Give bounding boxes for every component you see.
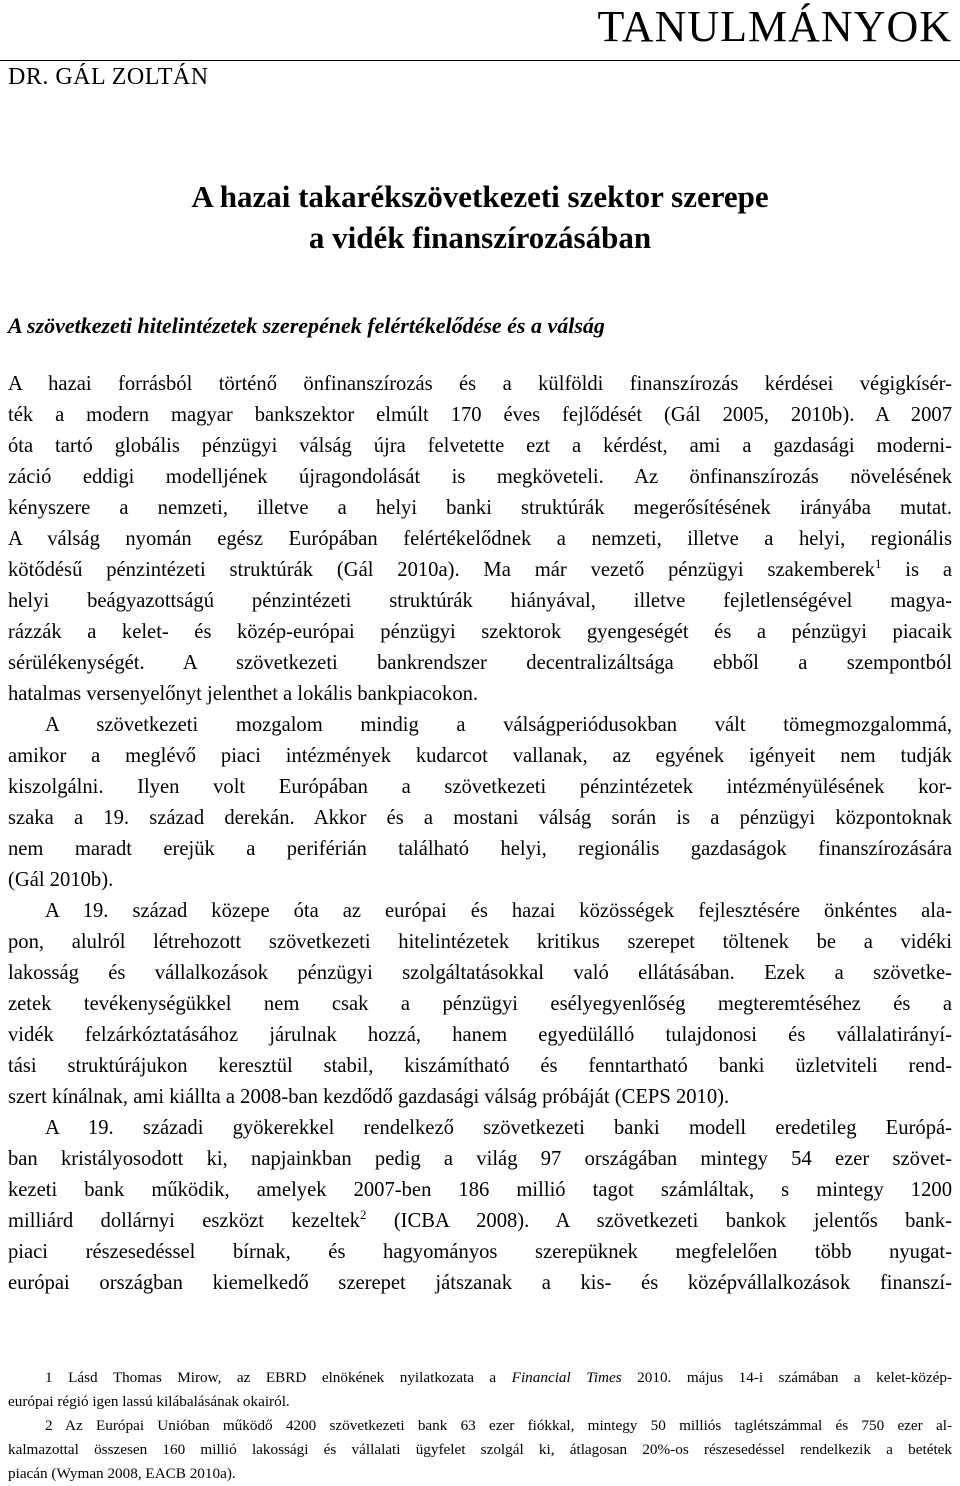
text-line: kezeti bank működik, amelyek 2007-ben 186 millió tagot számláltak, s mintegy 1200 — [8, 1179, 952, 1201]
text-line — [8, 555, 952, 586]
body-text — [8, 369, 952, 1299]
text-line: A hazai forrásból történő önfinanszírozás és a külföldi finanszírozás kérdései végigkísér- — [8, 373, 952, 395]
text-line: lakosság és vállalkozások pénzügyi szolgáltatásokkal való ellátásában. Ezek a szövetke- — [8, 962, 952, 984]
text-line: tási struktúrájukon keresztül stabil, kiszámítható és fenntartható banki üzletviteli rend- — [8, 1055, 952, 1077]
title-line-2: a vidék finanszírozásában — [308, 220, 652, 255]
text-line: helyi beágyazottságú pénzintézeti struktúrák hiányával, illetve fejletlenségével magya- — [8, 590, 952, 612]
footnote-1 — [8, 1366, 952, 1390]
header-rule — [0, 60, 960, 61]
text-line: ban kristályosodott ki, napjainkban pedig a világ 97 országában mintegy 54 ezer szövet- — [8, 1148, 952, 1170]
text-fragment: is a — [905, 559, 952, 581]
text-line: nem maradt erejük a periférián található helyi, regionális gazdaságok finanszírozására — [8, 838, 952, 860]
text-line: szaka a 19. század derekán. Akkor és a mostani válság során is a pénzügyi központoknak — [8, 807, 952, 829]
footnote-2: 2 Az Európai Unióban működő 4200 szövetkezeti bank 63 ezer fiókkal, mintegy 50 milliós taglétszámmal és 750 ezer al- — [45, 1417, 952, 1434]
text-line: piaci részesedéssel bírnak, és hagyományos szerepüknek megfelelően több nyugat- — [8, 1241, 952, 1263]
footnote-ref-1[interactable]: 1 — [874, 556, 882, 571]
text-line — [8, 462, 952, 493]
text-line: ték a modern magyar bankszektor elmúlt 170 éves fejlődését (Gál 2005, 2010b). A 2007 — [8, 404, 952, 426]
text-line: A 19. század közepe óta az európai és hazai közösségek fejlesztésére önkéntes ala- — [45, 900, 952, 922]
text-line: sérülékenységét. A szövetkezeti bankrendszer decentralizáltsága ebből a szempontból — [8, 652, 952, 674]
text-fragment: (ICBA 2008). A szövetkezeti bankok jelentős bank- — [393, 1210, 952, 1232]
text-fragment: milliárd dollárnyi eszközt kezeltek — [8, 1210, 360, 1232]
text-line: A válság nyomán egész Európában felértékelődnek a nemzeti, illetve a helyi, regionális — [8, 528, 952, 550]
text-line: európai országban kiemelkedő szerepet játszanak a kis- és középvállalkozások finanszí- — [8, 1272, 952, 1294]
text-line: rázzák a kelet- és közép-európai pénzügyi szektorok gyengeségét és a pénzügyi piacaik — [8, 621, 952, 643]
footnote-italic: Financial Times — [511, 1369, 622, 1386]
text-line: zetek tevékenységükkel nem csak a pénzügyi esélyegyenlőség megteremtéséhez és a — [8, 993, 952, 1015]
footnote-ref-2[interactable]: 2 — [359, 1207, 367, 1222]
text-line: A 19. századi gyökerekkel rendelkező szövetkezeti banki modell eredetileg Európá- — [45, 1117, 952, 1139]
author-name: DR. GÁL ZOLTÁN — [8, 64, 209, 90]
footnote-text: 1 Lásd Thomas Mirow, az EBRD elnökének nyilatkozata a — [45, 1369, 497, 1386]
text-line: hatalmas versenyelőnyt jelenthet a lokális bankpiacokon. — [8, 683, 479, 705]
text-line: kiszolgálni. Ilyen volt Európában a szövetkezeti pénzintézetek intézményülésének kor- — [8, 776, 952, 798]
text-line: szert kínálnak, ami kiállta a 2008-ban kezdődő gazdasági válság próbáját (CEPS 2010). — [8, 1086, 730, 1108]
text-line: pon, alulról létrehozott szövetkezeti hitelintézetek kritikus szerepet töltenek be a vidéki — [8, 931, 952, 953]
text-line: (Gál 2010b). — [8, 869, 114, 891]
text-line — [8, 1206, 952, 1237]
footnotes — [8, 1366, 952, 1486]
title-line-1: A hazai takarékszövetkezeti szektor szerepe — [191, 179, 769, 214]
footnote-text: 2010. május 14-i számában a kelet-közép- — [637, 1369, 952, 1386]
text-line: óta tartó globális pénzügyi válság újra felvetette ezt a kérdést, ami a gazdasági moderni- — [8, 435, 952, 457]
footnote-2-end: piacán (Wyman 2008, EACB 2010a). — [8, 1465, 236, 1482]
footnote-2-cont: kalmazottal összesen 160 millió lakossági és vállalati ügyfelet szolgál ki, átlagosan 20%-os részesedéssel rendelkezik a betétek — [8, 1441, 952, 1458]
text-line: kényszere a nemzeti, illetve a helyi banki struktúrák megerősítésének irányába mutat. — [8, 497, 952, 519]
section-label: TANULMÁNYOK — [597, 2, 952, 51]
text-line: amikor a meglévő piaci intézmények kudarcot vallanak, az egyének igényeit nem tudják — [8, 745, 952, 767]
text-fragment: záció eddigi modelljének újragondolását is megköveteli. — [8, 466, 604, 488]
article-title — [0, 176, 960, 258]
text-line: vidék felzárkóztatásához járulnak hozzá, hanem egyedülálló tulajdonosi és vállalatirányí- — [8, 1024, 952, 1046]
text-fragment: kötődésű pénzintézeti struktúrák (Gál 2010a). Ma már vezető pénzügyi szakemberek — [8, 559, 875, 581]
footnote-1-cont: európai régió igen lassú kilábalásának okairól. — [8, 1393, 290, 1410]
text-line: A szövetkezeti mozgalom mindig a válságperiódusokban vált tömegmozgalommá, — [45, 714, 952, 736]
section-subheading: A szövetkezeti hitelintézetek szerepének felértékelődése és a válság — [8, 313, 605, 338]
text-fragment: Az önfinanszírozás növelésének — [634, 466, 952, 488]
